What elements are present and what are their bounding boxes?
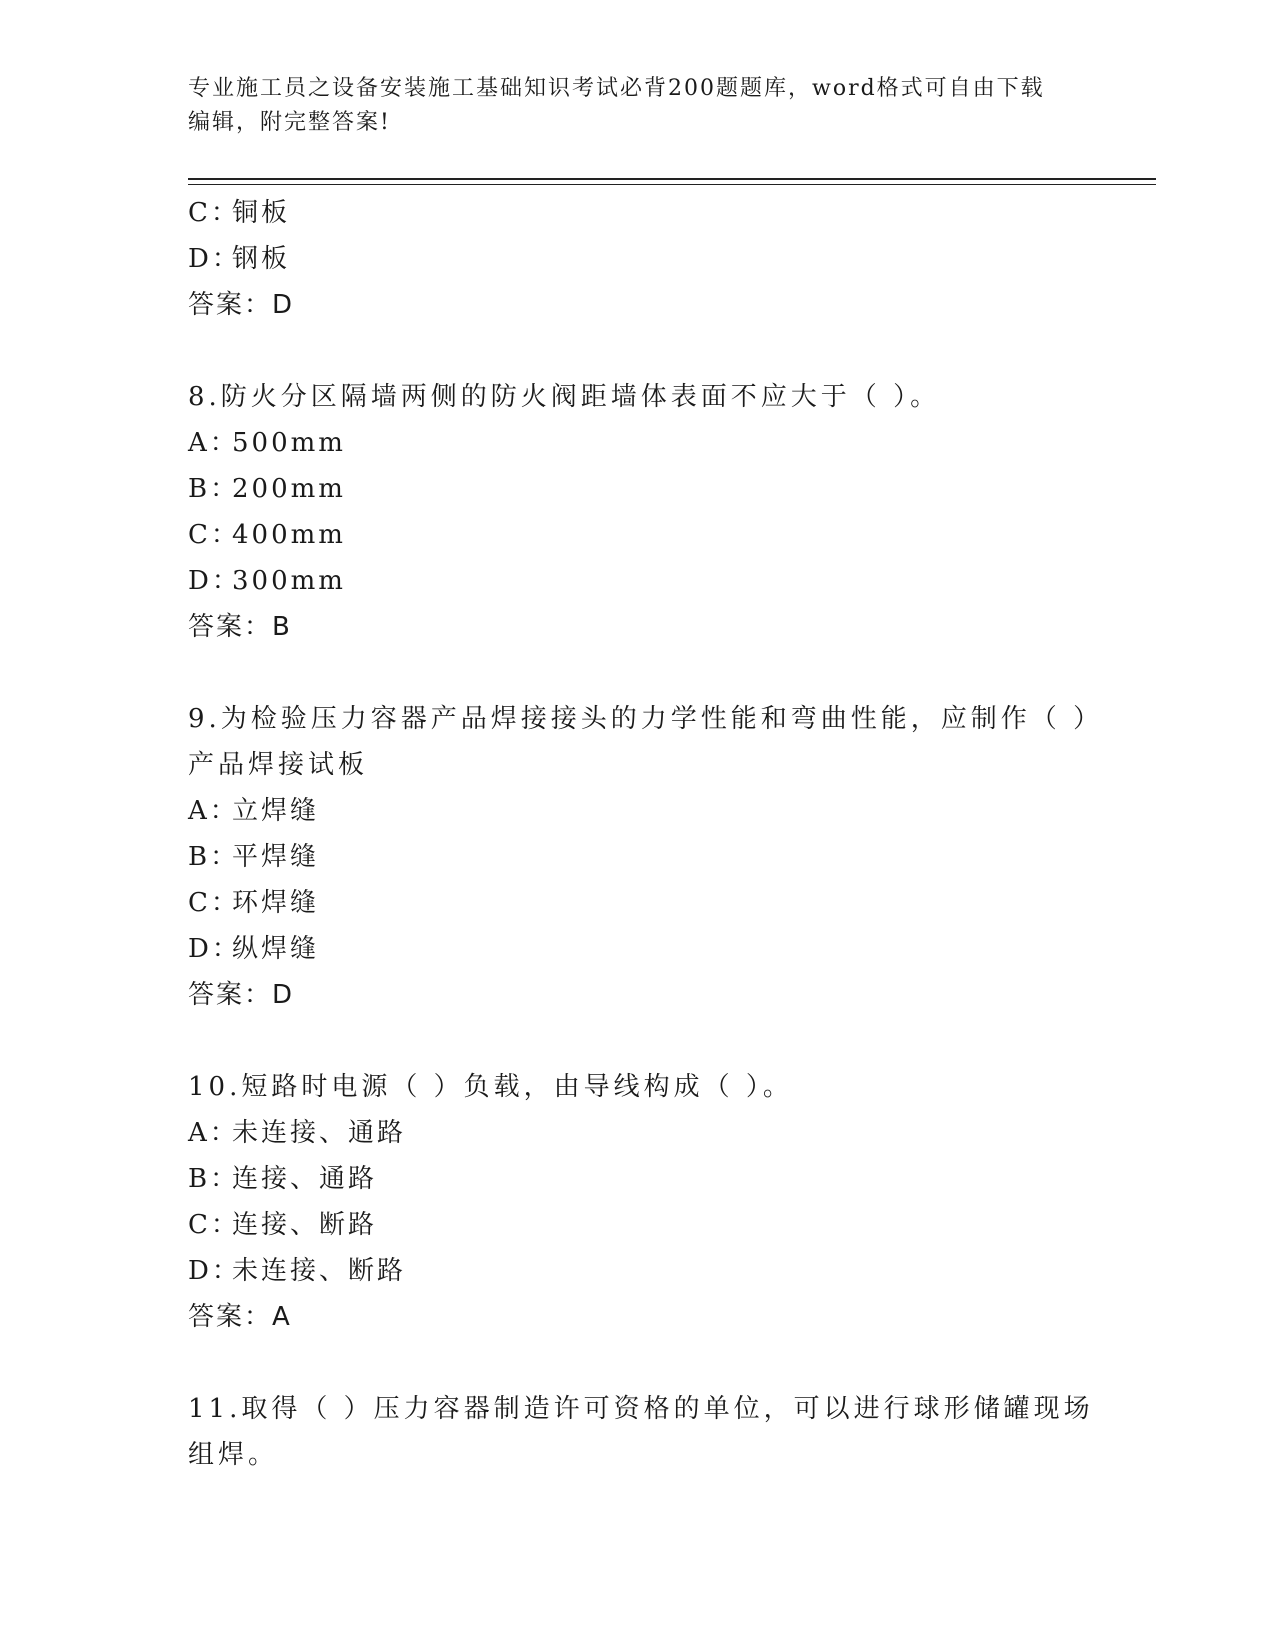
option-text: 环焊缝 (232, 888, 320, 918)
option-text: 铜板 (232, 198, 291, 228)
header-rule-thin (188, 184, 1156, 185)
option-c (188, 512, 1088, 558)
question-stem: 8.防火分区隔墙两侧的防火阀距墙体表面不应大于（ ）。 (188, 382, 941, 412)
spacer (188, 650, 1088, 696)
option-text: 未连接、通路 (232, 1118, 407, 1148)
option-c (188, 1202, 1088, 1248)
option-text: 200mm (232, 474, 346, 504)
option-c (188, 190, 1088, 236)
option-text: 立焊缝 (232, 796, 320, 826)
option-b (188, 834, 1088, 880)
answer-line: 答案：A (188, 1302, 292, 1332)
option-b (188, 1156, 1088, 1202)
option-text: 300mm (232, 566, 346, 596)
option-b (188, 466, 1088, 512)
answer-line: 答案：D (188, 290, 295, 320)
option-text: 未连接、断路 (232, 1256, 407, 1286)
option-a (188, 1110, 1088, 1156)
option-key: C： (188, 520, 240, 550)
header-rule-thick (188, 178, 1156, 180)
option-key: B： (188, 1164, 240, 1194)
option-key: B： (188, 474, 240, 504)
option-d (188, 236, 1088, 282)
option-text: 钢板 (232, 244, 291, 274)
option-key: C： (188, 888, 240, 918)
answer-line: 答案：B (188, 612, 292, 642)
page-header (188, 72, 1068, 140)
question-stem-continued: 产品焊接试板 (188, 750, 369, 780)
option-text: 400mm (232, 520, 346, 550)
option-a (188, 420, 1088, 466)
option-key: D： (188, 1256, 241, 1286)
question-stem: 11.取得（ ）压力容器制造许可资格的单位，可以进行球形储罐现场 (188, 1394, 1094, 1424)
option-key: A： (188, 428, 239, 458)
option-key: C： (188, 198, 240, 228)
option-text: 纵焊缝 (232, 934, 320, 964)
option-d (188, 1248, 1088, 1294)
option-d (188, 558, 1088, 604)
question-stem: 9.为检验压力容器产品焊接接头的力学性能和弯曲性能，应制作（ ） (188, 704, 1104, 734)
spacer (188, 328, 1088, 374)
option-c (188, 880, 1088, 926)
option-key: D： (188, 566, 241, 596)
option-key: A： (188, 796, 239, 826)
question-stem-continued: 组焊。 (188, 1440, 279, 1470)
header-title-line2: 编辑，附完整答案! (188, 110, 391, 135)
option-text: 平焊缝 (232, 842, 320, 872)
option-key: C： (188, 1210, 240, 1240)
option-key: D： (188, 244, 241, 274)
option-text: 连接、断路 (232, 1210, 378, 1240)
spacer (188, 1340, 1088, 1386)
option-key: D： (188, 934, 241, 964)
option-key: B： (188, 842, 240, 872)
option-a (188, 788, 1088, 834)
option-key: A： (188, 1118, 239, 1148)
option-text: 连接、通路 (232, 1164, 378, 1194)
option-text: 500mm (232, 428, 346, 458)
header-title-line1: 专业施工员之设备安装施工基础知识考试必背200题题库，word格式可自由下载 (188, 76, 1045, 101)
spacer (188, 1018, 1088, 1064)
option-d (188, 926, 1088, 972)
answer-line: 答案：D (188, 980, 295, 1010)
question-list (188, 190, 1104, 1478)
question-stem: 10.短路时电源（ ）负载，由导线构成（ ）。 (188, 1072, 793, 1102)
